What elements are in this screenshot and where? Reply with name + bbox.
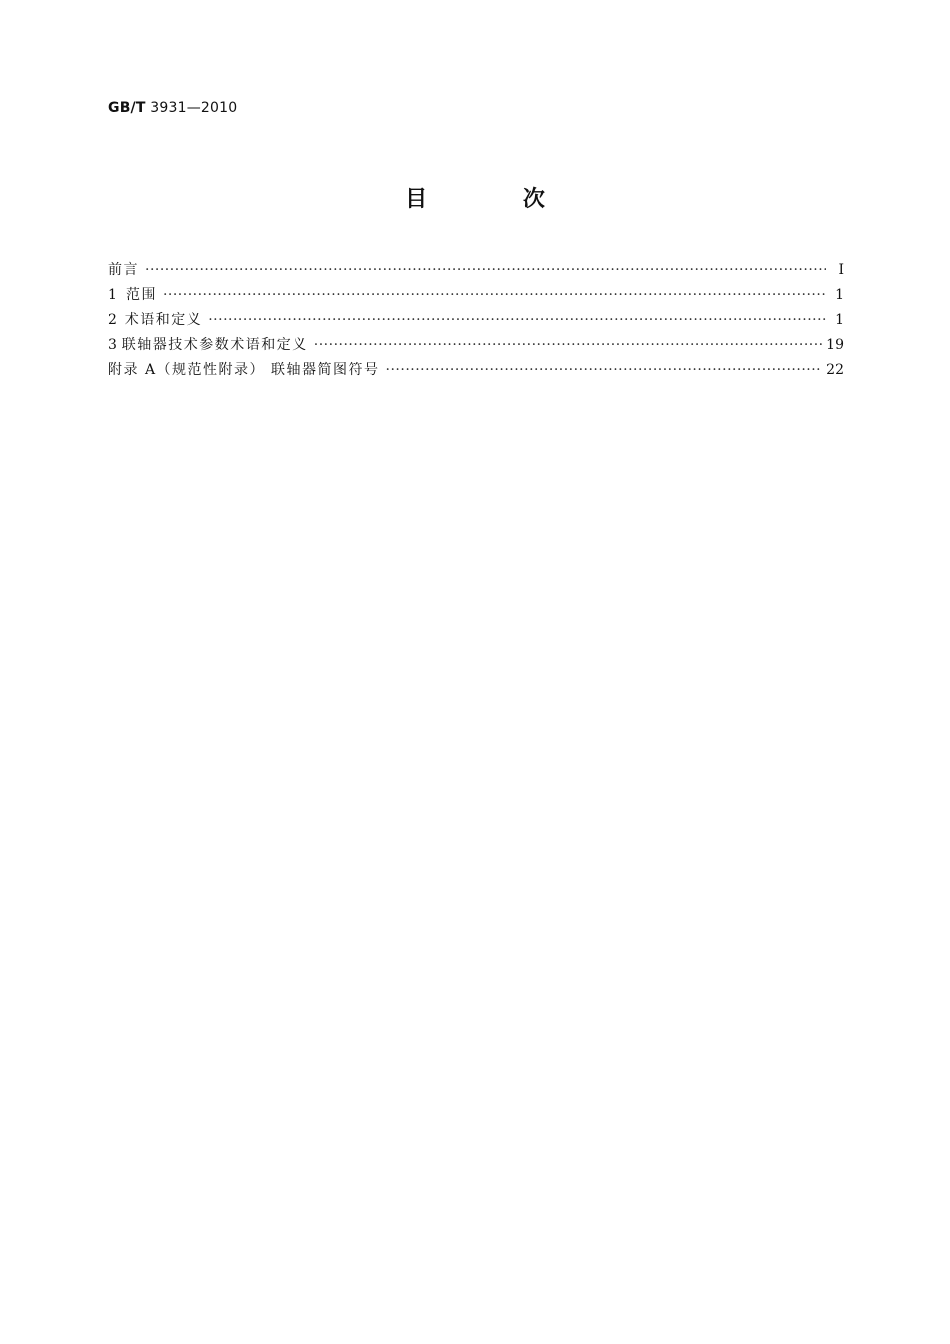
toc-entry-page: 22 [826, 362, 844, 378]
toc-entry-page: 1 [835, 287, 844, 303]
toc-entry-text: 术语和定义 [124, 312, 203, 328]
toc-title: 目 次 [405, 187, 589, 212]
toc-leader-dots [386, 358, 823, 383]
toc-entry-foreword[interactable] [108, 258, 844, 283]
toc-entry-parameters[interactable] [108, 333, 844, 358]
toc-entry-terms[interactable] [108, 308, 844, 333]
toc-entry-number: 1 [108, 287, 117, 303]
standard-code [108, 100, 237, 116]
standard-number: 3931—2010 [150, 100, 238, 116]
toc-entry-number: 2 [108, 312, 117, 328]
toc-entry-page: Ⅰ [838, 262, 844, 278]
standard-prefix: GB/T [108, 100, 146, 116]
toc-leader-dots [208, 308, 826, 333]
toc-leader-dots [163, 283, 826, 308]
toc-leader-dots [145, 258, 826, 283]
toc-entry-page: 19 [826, 337, 844, 353]
toc-leader-dots [314, 333, 822, 358]
toc-entry-text: 附录 A（规范性附录） 联轴器简图符号 [108, 362, 380, 378]
toc-entry-number: 3 [108, 337, 117, 353]
toc-entry-text: 联轴器技术参数术语和定义 [121, 337, 308, 353]
toc-entry-scope[interactable] [108, 283, 844, 308]
toc-entry-annex-a[interactable] [108, 358, 844, 383]
toc-entry-text: 前言 [108, 262, 139, 278]
toc-entry-page: 1 [835, 312, 844, 328]
toc-entry-text: 范围 [125, 287, 157, 303]
toc-list [108, 258, 844, 383]
